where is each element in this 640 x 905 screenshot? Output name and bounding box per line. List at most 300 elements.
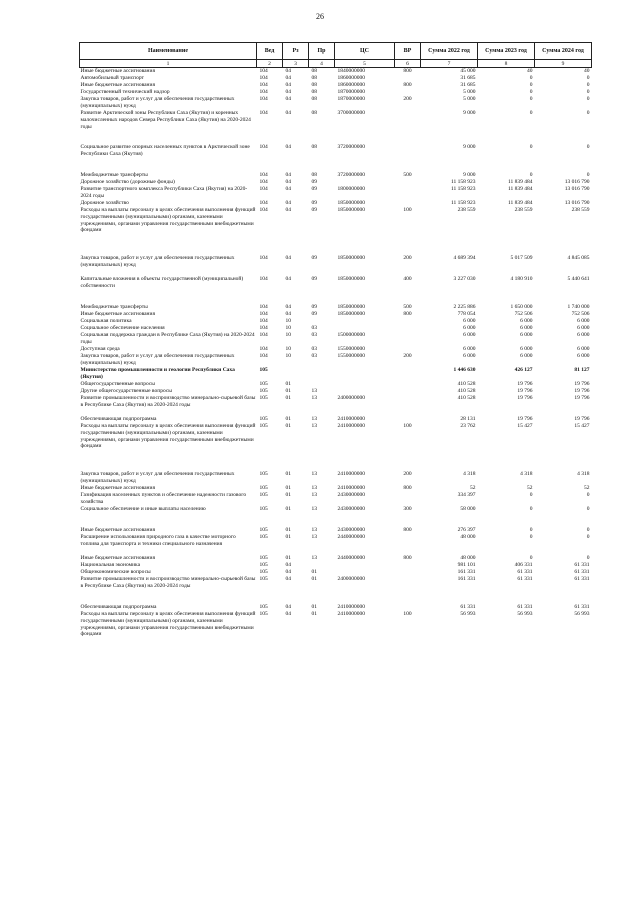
cell-pr: 01: [311, 569, 317, 575]
cell-sum-2023: 1 650 000: [510, 304, 533, 310]
cell-ved: 105: [259, 388, 268, 394]
cell-rz: 01: [285, 506, 291, 512]
cell-rz: 04: [285, 68, 291, 74]
cell-ved: 105: [259, 576, 268, 582]
cell-pr: 13: [311, 534, 317, 540]
cell-ved: 104: [259, 200, 268, 206]
cell-rz: 04: [285, 179, 291, 185]
cell-sum-2022: 6 000: [463, 318, 476, 324]
table-row: [80, 604, 592, 611]
cell-pr: 09: [311, 186, 317, 192]
cell-sum-2022: 410 528: [457, 395, 476, 401]
cell-pr: 09: [311, 255, 317, 261]
cell-ved: 105: [259, 506, 268, 512]
cell-cs: 2400000000: [337, 395, 365, 401]
cell-cs: 2430000000: [337, 527, 365, 533]
cell-cs: 1860000000: [337, 75, 365, 81]
cell-rz: 04: [285, 200, 291, 206]
cell-sum-2023: 6 000: [520, 346, 533, 352]
cell-ved: 104: [259, 311, 268, 317]
cell-rz: 04: [285, 576, 291, 582]
cell-sum-2024: 6 000: [577, 346, 590, 352]
cell-cs: 2410000000: [337, 604, 365, 610]
cell-rz: 10: [285, 332, 291, 338]
cell-sum-2023: 52: [527, 485, 533, 491]
cell-sum-2024: 4 318: [577, 471, 590, 477]
cell-name: Закупка товаров, работ и услуг для обеспечения государственных (муниципальных) нужд: [80, 353, 235, 366]
cell-sum-2023: 6 000: [520, 332, 533, 338]
cell-sum-2022: 48 000: [460, 534, 476, 540]
cell-rz: 04: [285, 172, 291, 178]
table-row: [80, 395, 592, 416]
cell-sum-2022: 2 225 886: [453, 304, 476, 310]
cell-vr: 500: [403, 172, 412, 178]
header-sum-2022: Сумма 2022 год: [421, 43, 478, 60]
cell-sum-2023: 752 506: [514, 311, 533, 317]
cell-cs: 2410000000: [337, 471, 365, 477]
cell-pr: 03: [311, 346, 317, 352]
cell-sum-2022: 161 331: [457, 576, 476, 582]
cell-sum-2024: 13 016 790: [564, 179, 590, 185]
cell-vr: [395, 492, 421, 506]
cell-sum-2022: 3 227 030: [453, 276, 476, 282]
cell-name: Другие общегосударственные вопросы: [80, 388, 172, 394]
cell-cs: [335, 569, 395, 576]
cell-ved: 104: [259, 144, 268, 150]
cell-cs: 3700000000: [337, 110, 365, 116]
header-number: 3: [283, 60, 309, 68]
cell-name: Закупка товаров, работ и услуг для обеспечения государственных (муниципальных) нужд: [80, 471, 235, 484]
cell-cs: 2400000000: [337, 576, 365, 582]
cell-name: Иные бюджетные ассигнования: [80, 82, 155, 88]
cell-pr: 03: [311, 325, 317, 331]
cell-ved: 104: [259, 89, 268, 95]
table-row: [80, 423, 592, 471]
header-ved: Вед: [257, 43, 283, 60]
cell-pr: 13: [311, 492, 317, 498]
cell-cs: 1550000000: [337, 346, 365, 352]
cell-cs: 2410000000: [337, 611, 365, 617]
cell-sum-2024: 4 845 085: [567, 255, 590, 261]
cell-vr: 800: [403, 68, 412, 74]
cell-name: Иные бюджетные ассигнования: [80, 485, 155, 491]
cell-vr: 200: [403, 255, 412, 261]
cell-sum-2024: 6 000: [577, 325, 590, 331]
cell-name: Развитие промышленности и воспроизводство минерально-сырьевой базы в Республике Саха (Якутия) на 2020-2024 годы: [80, 576, 256, 589]
table-row: [80, 75, 592, 82]
header-sum-2023: Сумма 2023 год: [478, 43, 535, 60]
cell-sum-2024: 13 016 790: [564, 186, 590, 192]
cell-sum-2022: 778 054: [457, 311, 476, 317]
cell-name: Закупка товаров, работ и услуг для обеспечения государственных (муниципальных) нужд: [80, 255, 235, 268]
cell-vr: [395, 367, 421, 381]
header-pr: Пр: [309, 43, 335, 60]
table-row: [80, 311, 592, 318]
cell-sum-2023: 238 559: [514, 207, 533, 213]
cell-ved: 105: [259, 471, 268, 477]
cell-sum-2022: 6 000: [463, 353, 476, 359]
cell-rz: 04: [285, 276, 291, 282]
cell-cs: [335, 388, 395, 395]
cell-sum-2022: 48 000: [460, 555, 476, 561]
cell-sum-2022: 410 528: [457, 388, 476, 394]
table-row: [80, 527, 592, 534]
cell-name: Социальное обеспечение населения: [80, 325, 165, 331]
cell-ved: 104: [259, 325, 268, 331]
cell-sum-2024: 15 427: [574, 423, 590, 429]
cell-vr: [395, 318, 421, 325]
cell-name: Развитие Арктической зоны Республики Саха (Якутия) и коренных малочисленных народов Севера Республики Саха (Якутия) на 2020-2024 годы: [80, 110, 251, 130]
cell-sum-2023: 426 127: [514, 367, 533, 373]
cell-cs: 3720000000: [337, 144, 365, 150]
budget-table-wrapper: [79, 42, 591, 652]
cell-pr: 13: [311, 471, 317, 477]
cell-rz: 01: [285, 555, 291, 561]
cell-ved: 104: [259, 172, 268, 178]
cell-name: Социальное обеспечение и иные выплаты населению: [80, 506, 206, 512]
cell-pr: 08: [311, 172, 317, 178]
cell-cs: 1850000000: [337, 311, 365, 317]
cell-sum-2023: 0: [529, 89, 533, 95]
cell-rz: 10: [285, 325, 291, 331]
header-number: 5: [335, 60, 395, 68]
table-row: [80, 110, 592, 144]
cell-pr: 08: [311, 68, 317, 74]
cell-cs: 3720000000: [337, 172, 365, 178]
cell-sum-2024: 752 506: [571, 311, 590, 317]
header-number: 6: [395, 60, 421, 68]
cell-sum-2022: 334 397: [457, 492, 476, 498]
table-row: [80, 555, 592, 562]
cell-sum-2022: 31 685: [460, 82, 476, 88]
cell-vr: 200: [403, 353, 412, 359]
cell-name: Дорожное хозяйство (дорожные фонды): [80, 179, 175, 185]
cell-sum-2022: 11 158 923: [450, 179, 476, 185]
cell-ved: 104: [259, 96, 268, 102]
cell-cs: 1850000000: [337, 200, 365, 206]
cell-pr: [309, 367, 335, 381]
cell-sum-2024: 0: [586, 527, 590, 533]
cell-pr: 13: [311, 423, 317, 429]
cell-ved: 105: [259, 381, 268, 387]
cell-vr: 800: [403, 82, 412, 88]
cell-sum-2024: 1 740 000: [567, 304, 590, 310]
cell-sum-2023: 406 331: [514, 562, 533, 568]
cell-sum-2022: 410 528: [457, 381, 476, 387]
table-row: [80, 96, 592, 110]
table-row: [80, 611, 592, 652]
cell-sum-2023: 11 839 484: [507, 186, 533, 192]
cell-sum-2023: 0: [529, 506, 533, 512]
cell-vr: 800: [403, 555, 412, 561]
cell-ved: 104: [259, 68, 268, 74]
cell-pr: [309, 381, 335, 388]
cell-rz: 10: [285, 346, 291, 352]
cell-sum-2022: 9 000: [463, 110, 476, 116]
header-vr: ВР: [395, 43, 421, 60]
table-row: [80, 318, 592, 325]
cell-sum-2024: 61 331: [574, 569, 590, 575]
cell-sum-2022: 58 000: [460, 506, 476, 512]
cell-vr: 300: [403, 506, 412, 512]
cell-rz: 04: [285, 144, 291, 150]
cell-sum-2024: 0: [586, 555, 590, 561]
page-number: 26: [316, 12, 324, 21]
header-number: 4: [309, 60, 335, 68]
cell-pr: 09: [311, 304, 317, 310]
cell-sum-2023: 0: [529, 75, 533, 81]
cell-pr: 13: [311, 555, 317, 561]
cell-name: Социальная поддержка граждан в Республике Саха (Якутия) на 2020-2024 годы: [80, 332, 255, 345]
cell-sum-2022: 9 000: [463, 172, 476, 178]
table-row: [80, 68, 592, 76]
table-row: [80, 381, 592, 388]
cell-ved: 104: [259, 353, 268, 359]
cell-ved: 105: [259, 367, 268, 373]
cell-sum-2023: 56 993: [517, 611, 533, 617]
cell-sum-2024: 52: [584, 485, 590, 491]
cell-sum-2024: 0: [586, 492, 590, 498]
cell-vr: 100: [403, 611, 412, 617]
cell-cs: [335, 318, 395, 325]
cell-sum-2024: 19 796: [574, 388, 590, 394]
cell-ved: 105: [259, 492, 268, 498]
cell-sum-2022: 4 318: [463, 471, 476, 477]
budget-table: [79, 42, 592, 652]
cell-sum-2022: 6 000: [463, 325, 476, 331]
cell-vr: 200: [403, 96, 412, 102]
cell-sum-2023: 40: [527, 68, 533, 74]
cell-sum-2022: 61 331: [460, 604, 476, 610]
cell-pr: 13: [311, 416, 317, 422]
header-number: 2: [257, 60, 283, 68]
cell-rz: 04: [285, 304, 291, 310]
cell-name: Межбюджетные трансферты: [80, 304, 148, 310]
cell-name: Расходы на выплаты персоналу в целях обеспечения выполнения функций государственными (муниципальными) органами, казенными учреждениями, органами управления государственными внебюджетными фондами: [80, 207, 256, 234]
cell-sum-2024: 13 016 790: [564, 200, 590, 206]
table-row: [80, 569, 592, 576]
cell-rz: 01: [285, 534, 291, 540]
cell-cs: 1850000000: [337, 255, 365, 261]
cell-vr: [395, 75, 421, 82]
cell-sum-2024: 238 559: [571, 207, 590, 213]
cell-sum-2023: 5 017 509: [510, 255, 533, 261]
cell-pr: [309, 562, 335, 569]
cell-sum-2024: 0: [586, 110, 590, 116]
cell-rz: 04: [285, 569, 291, 575]
cell-ved: 104: [259, 179, 268, 185]
table-row: [80, 304, 592, 311]
cell-rz: 01: [285, 395, 291, 401]
cell-pr: 09: [311, 179, 317, 185]
cell-vr: 800: [403, 527, 412, 533]
cell-name: Национальная экономика: [80, 562, 141, 568]
cell-sum-2024: 0: [586, 89, 590, 95]
header-row: [80, 43, 592, 60]
cell-sum-2022: 161 331: [457, 569, 476, 575]
cell-sum-2023: 19 796: [517, 395, 533, 401]
cell-rz: 04: [285, 255, 291, 261]
table-row: [80, 186, 592, 200]
cell-rz: 04: [285, 96, 291, 102]
table-row: [80, 255, 592, 276]
cell-ved: 105: [259, 555, 268, 561]
cell-pr: 13: [311, 395, 317, 401]
cell-cs: 1850000000: [337, 304, 365, 310]
cell-sum-2022: 45 000: [460, 68, 476, 74]
table-row: [80, 89, 592, 96]
cell-sum-2024: 0: [586, 534, 590, 540]
cell-vr: [395, 144, 421, 172]
cell-cs: 1870000000: [337, 89, 365, 95]
cell-name: Капитальные вложения в объекты государственной (муниципальной) собственности: [80, 276, 244, 289]
cell-sum-2024: 40: [584, 68, 590, 74]
cell-sum-2022: 4 689 394: [453, 255, 476, 261]
cell-vr: [395, 604, 421, 611]
cell-sum-2022: 5 000: [463, 96, 476, 102]
cell-name: Государственный технический надзор: [80, 89, 170, 95]
header-cs: ЦС: [335, 43, 395, 60]
table-row: [80, 562, 592, 569]
cell-ved: 104: [259, 318, 268, 324]
cell-sum-2023: 6 000: [520, 353, 533, 359]
cell-name: Иные бюджетные ассигнования: [80, 527, 155, 533]
cell-pr: 08: [311, 144, 317, 150]
cell-name: Министерство промышленности и геологии Республики Саха (Якутия): [80, 367, 235, 380]
cell-pr: 08: [311, 89, 317, 95]
cell-cs: 1800000000: [337, 186, 365, 192]
cell-name: Газификация населенных пунктов и обеспечение надежности газового хозяйства: [80, 492, 247, 505]
cell-vr: 800: [403, 311, 412, 317]
cell-sum-2022: 6 000: [463, 332, 476, 338]
cell-sum-2024: 0: [586, 172, 590, 178]
cell-name: Автомобильный транспорт: [80, 75, 144, 81]
cell-sum-2024: 61 331: [574, 604, 590, 610]
cell-sum-2022: 11 158 923: [450, 200, 476, 206]
cell-sum-2022: 981 101: [457, 562, 476, 568]
cell-rz: 01: [285, 381, 291, 387]
cell-sum-2023: 6 000: [520, 325, 533, 331]
cell-pr: 03: [311, 332, 317, 338]
cell-pr: 09: [311, 311, 317, 317]
table-row: [80, 416, 592, 423]
cell-vr: 100: [403, 423, 412, 429]
cell-vr: [395, 534, 421, 555]
cell-name: Иные бюджетные ассигнования: [80, 555, 155, 561]
cell-sum-2024: 19 796: [574, 416, 590, 422]
cell-rz: 01: [285, 471, 291, 477]
cell-rz: 01: [285, 416, 291, 422]
header-name: Наименование: [80, 43, 257, 60]
cell-rz: 04: [285, 611, 291, 617]
cell-sum-2022: 5 000: [463, 89, 476, 95]
cell-pr: 01: [311, 576, 317, 582]
cell-ved: 105: [259, 611, 268, 617]
cell-rz: [283, 367, 309, 381]
cell-sum-2024: 6 000: [577, 318, 590, 324]
header-number: 7: [421, 60, 478, 68]
cell-sum-2022: 31 685: [460, 75, 476, 81]
cell-cs: 1500000000: [337, 332, 365, 338]
cell-ved: 104: [259, 304, 268, 310]
cell-sum-2023: 19 796: [517, 388, 533, 394]
cell-ved: 104: [259, 110, 268, 116]
cell-sum-2024: 56 993: [574, 611, 590, 617]
cell-rz: 04: [285, 75, 291, 81]
table-row: [80, 492, 592, 506]
cell-ved: 105: [259, 416, 268, 422]
cell-sum-2023: 0: [529, 110, 533, 116]
cell-name: Иные бюджетные ассигнования: [80, 311, 155, 317]
cell-sum-2024: 61 331: [574, 576, 590, 582]
table-row: [80, 82, 592, 89]
cell-ved: 105: [259, 485, 268, 491]
header-number-row: [80, 60, 592, 68]
cell-pr: 13: [311, 506, 317, 512]
cell-name: Расходы на выплаты персоналу в целях обеспечения выполнения функций государственными (муниципальными) органами, казенными учреждениями, органами управления государственными внебюджетными фондами: [80, 611, 256, 638]
cell-sum-2023: 0: [529, 534, 533, 540]
cell-sum-2023: 61 331: [517, 576, 533, 582]
cell-sum-2024: 0: [586, 96, 590, 102]
cell-vr: [395, 381, 421, 388]
cell-name: Расходы на выплаты персоналу в целях обеспечения выполнения функций государственными (муниципальными) органами, казенными учреждениями, органами управления государственными внебюджетными фондами: [80, 423, 256, 450]
cell-cs: 1850000000: [337, 276, 365, 282]
cell-vr: [395, 395, 421, 416]
table-row: [80, 325, 592, 332]
cell-name: Общеэкономические вопросы: [80, 569, 151, 575]
table-row: [80, 172, 592, 179]
cell-vr: [395, 110, 421, 144]
cell-vr: 500: [403, 304, 412, 310]
cell-vr: 800: [403, 485, 412, 491]
cell-ved: 104: [259, 82, 268, 88]
cell-sum-2024: 19 796: [574, 395, 590, 401]
cell-sum-2023: 4 180 910: [510, 276, 533, 282]
cell-ved: 105: [259, 423, 268, 429]
table-row: [80, 144, 592, 172]
cell-sum-2022: 56 993: [460, 611, 476, 617]
cell-rz: 01: [285, 485, 291, 491]
cell-ved: 104: [259, 207, 268, 213]
cell-pr: 03: [311, 353, 317, 359]
cell-cs: 2410000000: [337, 423, 365, 429]
cell-vr: [395, 576, 421, 604]
table-row: [80, 353, 592, 367]
cell-sum-2024: 0: [586, 82, 590, 88]
cell-pr: 08: [311, 96, 317, 102]
cell-sum-2023: 19 796: [517, 381, 533, 387]
cell-ved: 105: [259, 604, 268, 610]
cell-rz: 10: [285, 318, 291, 324]
cell-name: Закупка товаров, работ и услуг для обеспечения государственных (муниципальных) нужд: [80, 96, 235, 109]
table-body: [80, 68, 592, 653]
table-row: [80, 346, 592, 353]
cell-vr: [395, 325, 421, 332]
cell-sum-2024: 5 440 641: [567, 276, 590, 282]
cell-pr: 08: [311, 75, 317, 81]
table-row: [80, 332, 592, 346]
cell-sum-2023: 0: [529, 96, 533, 102]
cell-pr: 08: [311, 82, 317, 88]
cell-sum-2024: 81 127: [574, 367, 590, 373]
table-row: [80, 388, 592, 395]
cell-sum-2023: 0: [529, 492, 533, 498]
table-row: [80, 576, 592, 604]
cell-name: Развитие промышленности и воспроизводство минерально-сырьевой базы в Республике Саха (Якутия) на 2020-2024 годы: [80, 395, 256, 408]
cell-cs: [335, 367, 395, 381]
cell-rz: 01: [285, 527, 291, 533]
cell-cs: [335, 381, 395, 388]
